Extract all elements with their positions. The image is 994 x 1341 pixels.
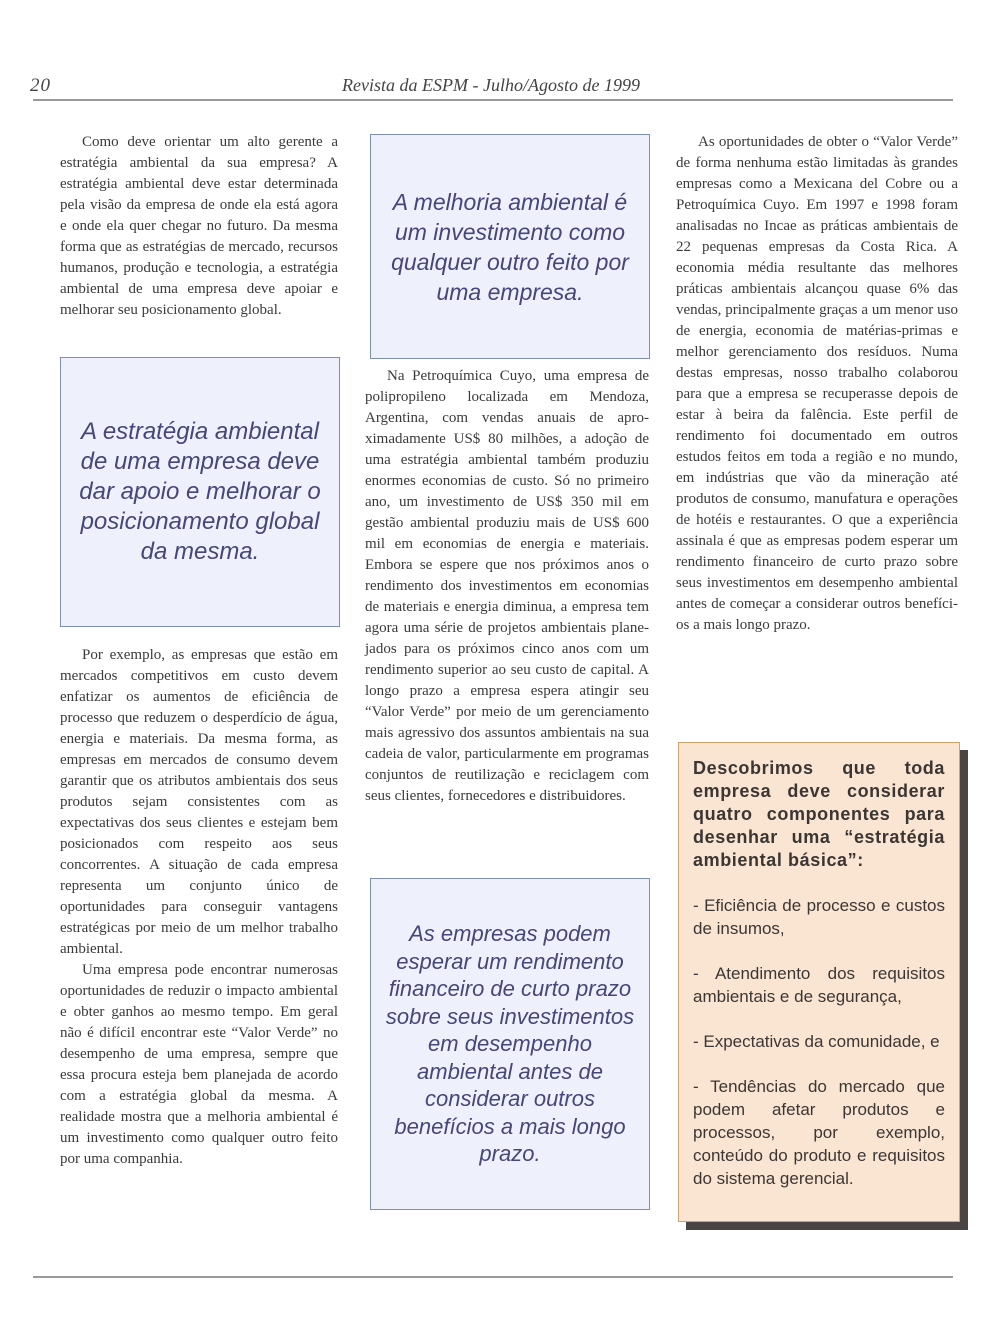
footer-rule bbox=[33, 1276, 953, 1278]
journal-title: Revista da ESPM - Julho/Agosto de 1999 bbox=[342, 75, 640, 95]
column-2-body bbox=[365, 366, 649, 807]
components-sidebox bbox=[678, 742, 960, 1222]
body-paragraph: As oportunidades de obter o “Valor Verde” de forma nenhuma estão limitadas às grandes empresas como a Mexicana del Cobre ou a Petroquímica Cuyo. Em 1997 e 1998 foram analisadas no Incae as práticas ambientais de 22 pequenas empresas da Costa Rica. A economia média resultante das melhores práticas ambientais alcançou quase 6% das vendas, principalmente graças a um menor uso de energia, economia de matérias-primas e melhor gerenciamento dos resíduos. Numa destas empresas, nosso trabalho colaborou para que a empresa se recuperasse depois de estar à beira da falência. Este perfil de rendimento foi documentado em outros estudos feitos em toda a região e no mundo, em indústrias que vão da mineração até produtos de consumo, manufatura e operações de hotéis e restaurantes. O que a experiência assinala é que as empresas podem esperar um rendimento financeiro de curto prazo sobre seus investimentos em desempenho ambiental antes de começar a considerar outros benefícios a mais longo prazo. bbox=[676, 134, 958, 633]
pullquote-text: A estratégia ambiental de uma empresa deve dar apoio e melhorar o posicionamento global da mesma. bbox=[79, 418, 321, 565]
page-number: 20 bbox=[30, 75, 51, 96]
sidebox-item: - Expectativas da comunidade, e bbox=[693, 1032, 940, 1051]
column-1-body bbox=[60, 645, 338, 1170]
body-paragraph: Uma empresa pode encontrar numerosas oportunidades de reduzir o impacto ambiental e obter ganhos ao mesmo tempo. Em geral não é difícil encontrar este “Valor Verde” no desempenho de uma empresa, sempre que essa procura esteja bem planejada de acordo com a estratégia global da mesma. A realidade mostra que a melhoria ambiental é um investimento como qualquer outro feito por uma companhia. bbox=[60, 962, 338, 1167]
pullquote-text: As empresas podem esperar um rendimento financeiro de curto prazo sobre seus investimentos em desempenho ambiental antes de considerar outros benefícios a mais longo prazo. bbox=[385, 921, 635, 1167]
pullquote-investment bbox=[370, 134, 650, 359]
sidebox-item: - Eficiência de processo e custos de insumos, bbox=[693, 896, 945, 938]
sidebox-item: - Atendimento dos requisitos ambientais e de segurança, bbox=[693, 964, 945, 1006]
body-paragraph: Como deve orientar um alto gerente a estratégia ambiental da sua empresa? A estratégia ambiental deve estar determinada pela visão da empresa de onde ela está agora e onde ela quer chegar no futuro. Da mesma forma que as estratégias de mercado, recursos humanos, produção e tecnologia, a estratégia ambiental de uma empresa deve apoiar e melhorar seu posicionamento global. bbox=[60, 134, 338, 318]
pullquote-returns bbox=[370, 878, 650, 1210]
pullquote-text: A melhoria ambiental é um investimento como qualquer outro feito por uma empresa. bbox=[391, 188, 629, 305]
body-paragraph: Por exemplo, as empresas que estão em mercados competitivos em custo devem enfatizar os aumentos de eficiência de processo que reduzem o desperdício de água, energia e materiais. Da mesma forma, as empresas em mercados de consumo devem garantir que os atributos ambientais dos seus produtos sejam consistentes com as expectativas dos seus clientes e estejam bem posicionados com respeito aos seus concorrentes. A situação de cada empresa representa um conjunto único de oportunidades para conseguir vantagens estratégicas por meio de um melhor trabalho ambiental. bbox=[60, 647, 338, 957]
sidebox-item: - Tendências do mercado que podem afetar produtos e processos, por exemplo, conteúdo do produto e requisitos do sistema gerencial. bbox=[693, 1077, 945, 1188]
column-3-body bbox=[676, 132, 958, 636]
page-header bbox=[30, 75, 952, 97]
pullquote-strategy bbox=[60, 357, 340, 627]
column-1-intro bbox=[60, 132, 338, 321]
sidebox-title: Descobrimos que toda empresa deve considerar quatro componentes para desenhar uma “estratégia ambiental básica”: bbox=[693, 758, 945, 870]
body-paragraph: Na Petroquímica Cuyo, uma empresa de polipropileno localizada em Mendoza, Argentina, com vendas anuais de aproximadamente US$ 80 milhões, a adoção de uma estratégia ambiental também produziu enormes economias de custo. Só no primeiro ano, um investimento de US$ 350 mil em gestão ambiental produziu mais de US$ 600 mil em economias de energia e materiais. Embora se espere que nos próximos anos o rendimento dos investimentos em economias de materiais e energia diminua, a empresa tem agora uma série de projetos ambientais planejados para os próximos cinco anos com um rendimento superior ao seu custo de capital. A longo prazo a empresa espera atingir seu “Valor Verde” por meio de um gerenciamento mais agressivo dos assuntos ambientais na sua cadeia de valor, particularmente em programas conjuntos de reutilização e reciclagem com seus clientes, fornecedores e distribuidores. bbox=[365, 368, 649, 804]
header-rule bbox=[33, 99, 953, 101]
